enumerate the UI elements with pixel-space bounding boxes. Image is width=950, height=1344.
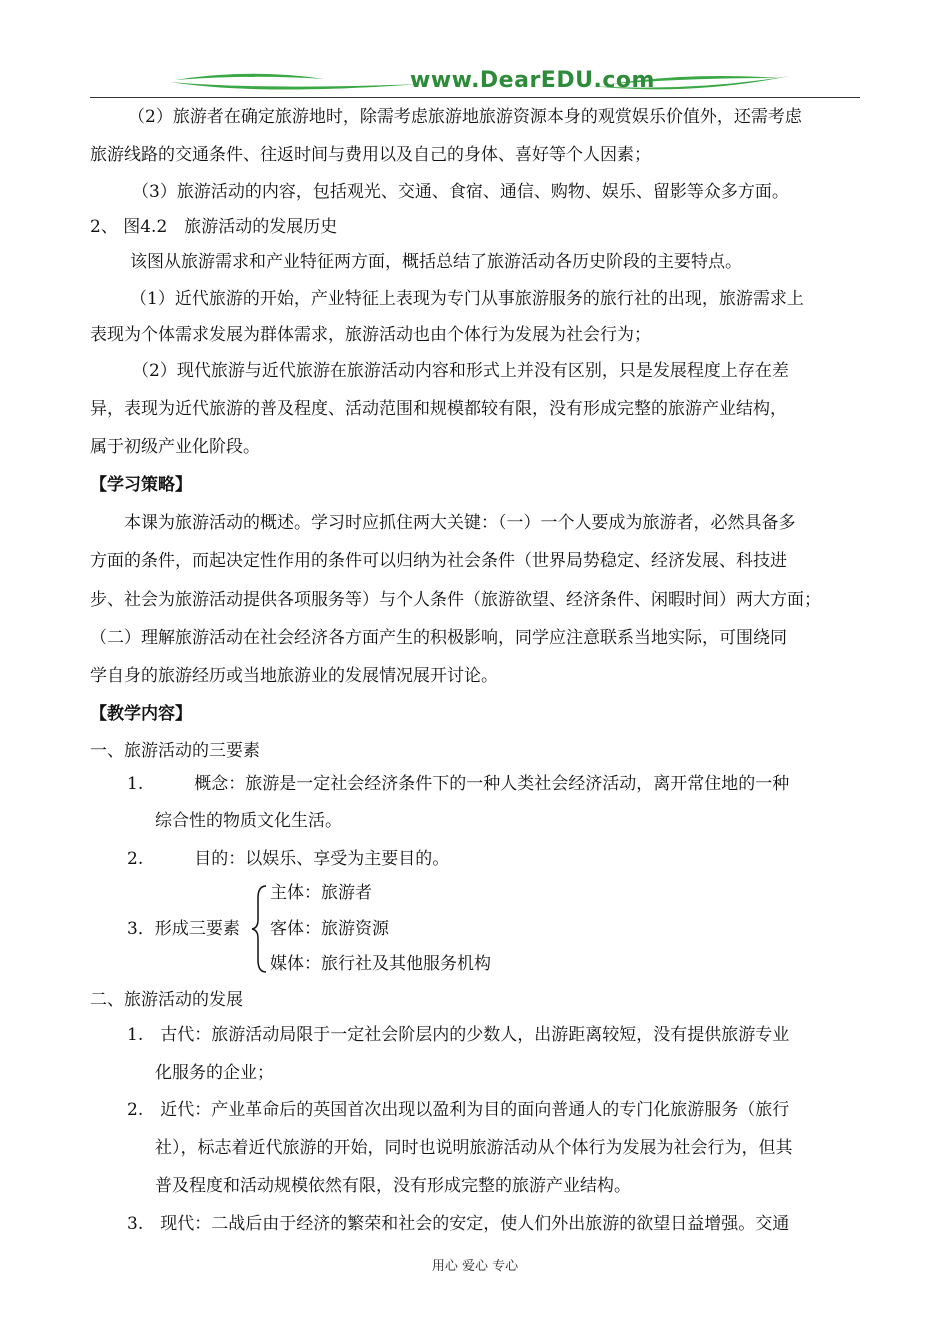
text-line: 该图从旅游需求和产业特征两方面，概括总结了旅游活动各历史阶段的主要特点。 [130,252,742,272]
text-line: （2）现代旅游与近代旅游在旅游活动内容和形式上并没有区别，只是发展程度上存在差 [132,361,789,381]
text-line: 属于初级产业化阶段。 [90,437,260,457]
page-footer: 用心 爱心 专心 [431,1259,519,1274]
text-line: 旅游线路的交通条件、往返时间与费用以及自己的身体、喜好等个人因素； [90,145,651,165]
section-heading: 2、 图4.2 旅游活动的发展历史 [90,217,338,237]
text-line: 表现为个体需求发展为群体需求，旅游活动也由个体行为发展为社会行为； [90,325,651,345]
list-item-continuation: 综合性的物质文化生活。 [155,811,342,831]
list-item: 1. 概念：旅游是一定社会经济条件下的一种人类社会经济活动，离开常住地的一种 [127,774,790,794]
element-subject: 主体：旅游者 [270,883,372,903]
text-line: 步、社会为旅游活动提供各项服务等）与个人条件（旅游欲望、经济条件、闲暇时间）两大方面； [90,590,821,610]
section-heading-study-strategy: 【学习策略】 [90,475,192,495]
list-item: 2. 近代：产业革命后的英国首次出现以盈利为目的面向普通人的专门化旅游服务（旅行 [127,1100,790,1120]
text-line: （二）理解旅游活动在社会经济各方面产生的积极影响，同学应注意联系当地实际，可围绕同 [90,628,787,648]
element-object: 客体：旅游资源 [270,919,389,939]
list-item-continuation: 普及程度和活动规模依然有限，没有形成完整的旅游产业结构。 [155,1176,631,1196]
site-header-banner [90,66,860,98]
element-medium: 媒体：旅行社及其他服务机构 [270,954,491,974]
section-heading-teaching-content: 【教学内容】 [90,704,192,724]
text-line: （2）旅游者在确定旅游地时，除需考虑旅游地旅游资源本身的观赏娱乐价值外，还需考虑 [128,107,802,127]
list-item-continuation: 社），标志着近代旅游的开始，同时也说明旅游活动从个体行为发展为社会行为，但其 [155,1138,793,1158]
header-rule [90,97,860,98]
text-line: 学自身的旅游经历或当地旅游业的发展情况展开讨论。 [90,666,498,686]
list-item: 3. 现代：二战后由于经济的繁荣和社会的安定，使人们外出旅游的欲望日益增强。交通 [127,1214,790,1234]
text-line: 方面的条件，而起决定性作用的条件可以归纳为社会条件（世界局势稳定、经济发展、科技进 [90,551,787,571]
subsection-heading: 一、旅游活动的三要素 [90,741,260,761]
text-line: （1）近代旅游的开始，产业特征上表现为专门从事旅游服务的旅行社的出现，旅游需求上 [130,289,804,309]
text-line: 本课为旅游活动的概述。学习时应抓住两大关键：（一）一个人要成为旅游者，必然具备多 [124,513,796,533]
text-line: （3）旅游活动的内容，包括观光、交通、食宿、通信、购物、娱乐、留影等众多方面。 [132,182,789,202]
list-item: 2. 目的：以娱乐、享受为主要目的。 [127,849,450,869]
list-item: 3．形成三要素 [127,919,240,939]
list-item: 1. 古代：旅游活动局限于一定社会阶层内的少数人，出游距离较短，没有提供旅游专业 [127,1025,790,1045]
subsection-heading: 二、旅游活动的发展 [90,990,243,1010]
site-logo-text: www.DearEDU.com [410,68,655,93]
text-line: 异，表现为近代旅游的普及程度、活动范围和规模都较有限，没有形成完整的旅游产业结构， [90,399,787,419]
list-item-continuation: 化服务的企业； [155,1063,274,1083]
curly-brace-icon [250,884,270,974]
